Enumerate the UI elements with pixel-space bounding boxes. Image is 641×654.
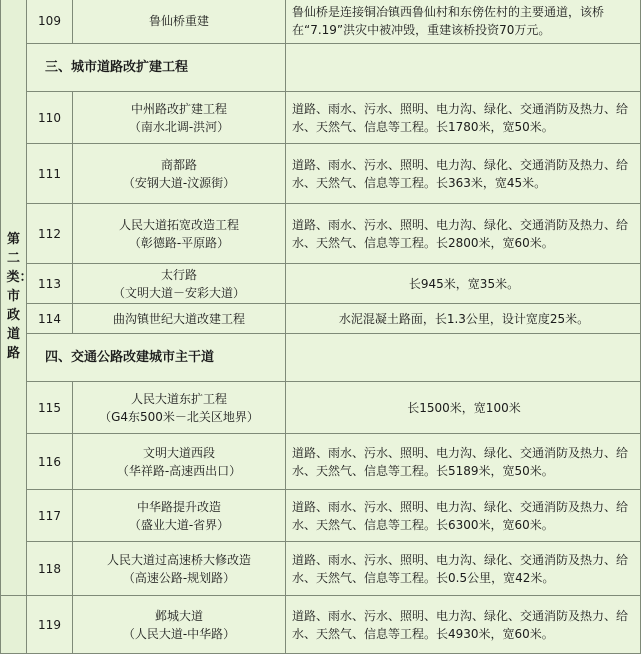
project-description: 长1500米，宽100米 <box>286 382 641 434</box>
section-row <box>1 44 641 92</box>
project-description: 道路、雨水、污水、照明、电力沟、绿化、交通消防及热力、给水、天然气、信息等工程。长6300米，宽60米。 <box>286 490 641 542</box>
row-number: 110 <box>27 92 73 144</box>
table-row <box>1 264 641 304</box>
table-row <box>1 434 641 490</box>
category-label: 第二类：市政道路 <box>6 232 33 361</box>
project-description: 道路、雨水、污水、照明、电力沟、绿化、交通消防及热力、给水、天然气、信息等工程。长2800米，宽60米。 <box>286 204 641 264</box>
row-number: 109 <box>27 0 73 44</box>
row-number: 114 <box>27 304 73 334</box>
table-row <box>1 596 641 654</box>
table-row <box>1 490 641 542</box>
project-description: 道路、雨水、污水、照明、电力沟、绿化、交通消防及热力、给水、天然气、信息等工程。长4930米，宽60米。 <box>286 596 641 654</box>
project-name: 曲沟镇世纪大道改建工程 <box>73 304 286 334</box>
table-row <box>1 144 641 204</box>
project-description: 道路、雨水、污水、照明、电力沟、绿化、交通消防及热力、给水、天然气、信息等工程。长363米，宽45米。 <box>286 144 641 204</box>
row-number: 115 <box>27 382 73 434</box>
project-description: 水泥混凝土路面，长1.3公里，设计宽度25米。 <box>286 304 641 334</box>
project-description: 长945米，宽35米。 <box>286 264 641 304</box>
section-heading: 四、交通公路改建城市主干道 <box>27 334 286 382</box>
row-number: 112 <box>27 204 73 264</box>
row-number: 113 <box>27 264 73 304</box>
table-row <box>1 204 641 264</box>
project-name: 太行路 （文明大道－安彩大道） <box>73 264 286 304</box>
row-number: 118 <box>27 542 73 596</box>
project-name: 中州路改扩建工程 （南水北调-洪河） <box>73 92 286 144</box>
table-row <box>1 0 641 44</box>
project-name: 商都路 （安钢大道-汶源街） <box>73 144 286 204</box>
project-description: 道路、雨水、污水、照明、电力沟、绿化、交通消防及热力、给水、天然气、信息等工程。长1780米，宽50米。 <box>286 92 641 144</box>
project-name: 人民大道东扩工程 （G4东500米－北关区地界） <box>73 382 286 434</box>
category-cell <box>1 0 33 596</box>
row-number: 111 <box>27 144 73 204</box>
table-row <box>1 92 641 144</box>
table-row <box>1 542 641 596</box>
project-description: 道路、雨水、污水、照明、电力沟、绿化、交通消防及热力、给水、天然气、信息等工程。长0.5公里，宽42米。 <box>286 542 641 596</box>
project-name: 文明大道西段 （华祥路-高速西出口） <box>73 434 286 490</box>
project-name: 人民大道拓宽改造工程 （彰德路-平原路） <box>73 204 286 264</box>
project-name: 鲁仙桥重建 <box>73 0 286 44</box>
section-heading: 三、城市道路改扩建工程 <box>27 44 286 92</box>
project-name: 中华路提升改造 （盛业大道-省界） <box>73 490 286 542</box>
project-description: 鲁仙桥是连接铜冶镇西鲁仙村和东傍佐村的主要通道，该桥在“7.19”洪灾中被冲毁，重建该桥投资70万元。 <box>286 0 641 44</box>
table-row <box>1 382 641 434</box>
table-row <box>1 304 641 334</box>
row-number: 116 <box>27 434 73 490</box>
row-number: 117 <box>27 490 73 542</box>
section-row <box>1 334 641 382</box>
project-name: 邺城大道 （人民大道-中华路） <box>73 596 286 654</box>
project-name: 人民大道过高速桥大修改造 （高速公路-规划路） <box>73 542 286 596</box>
empty-cell <box>286 334 641 382</box>
empty-cell <box>286 44 641 92</box>
project-description: 道路、雨水、污水、照明、电力沟、绿化、交通消防及热力、给水、天然气、信息等工程。长5189米，宽50米。 <box>286 434 641 490</box>
category-cell-continued <box>1 596 27 654</box>
row-number: 119 <box>27 596 73 654</box>
